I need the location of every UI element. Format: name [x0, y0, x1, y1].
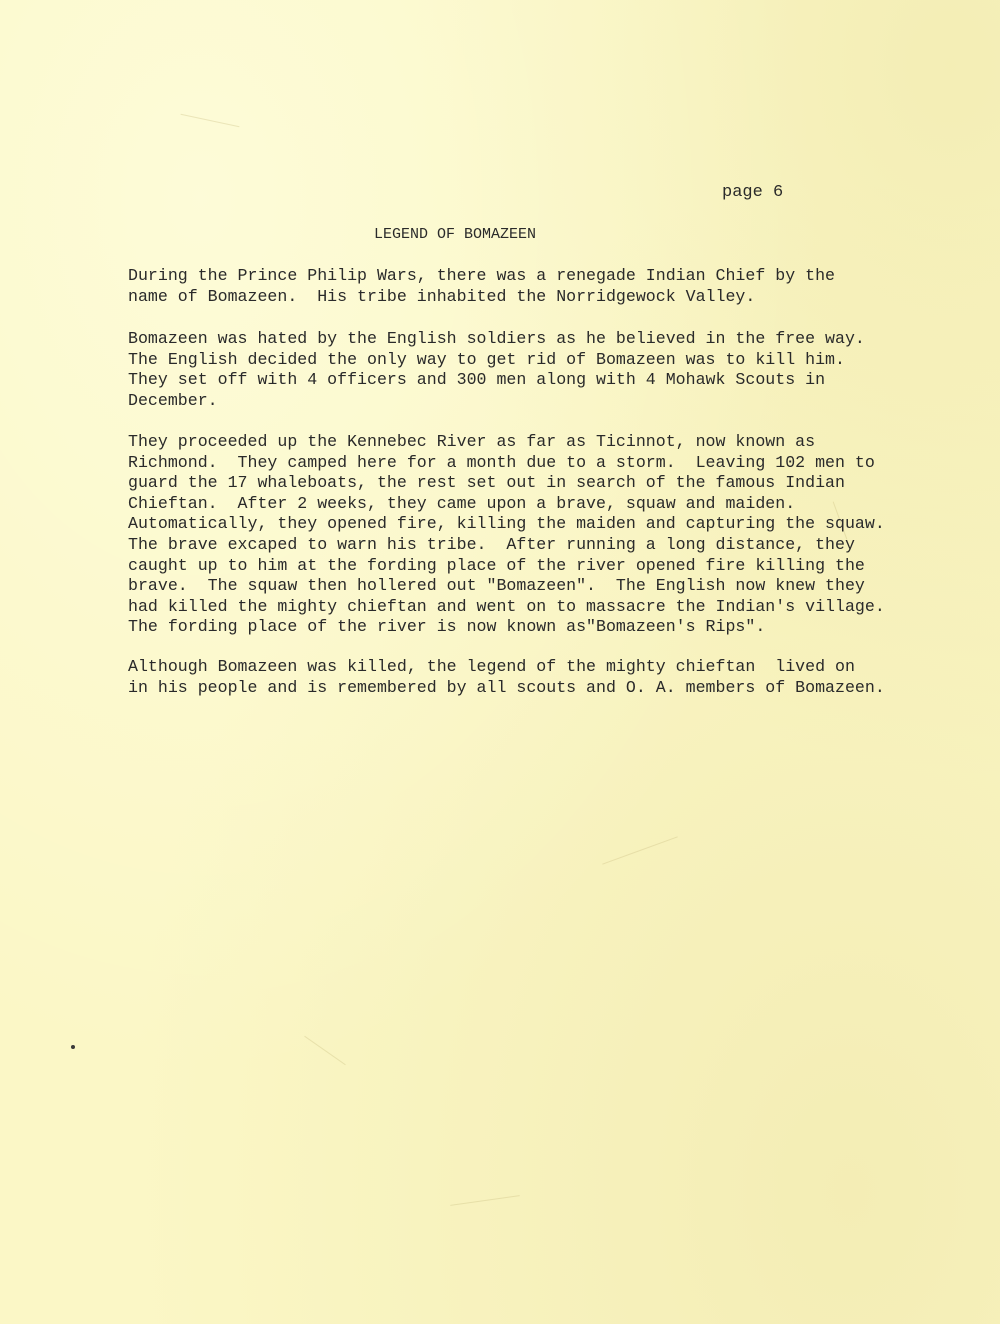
document-title: LEGEND OF BOMAZEEN [374, 226, 537, 243]
paragraph-1: During the Prince Philip Wars, there was a renegade Indian Chief by the name of Bomazeen. His tribe inhabited the Norridgewock Valley. [128, 266, 836, 306]
paper-fiber [181, 114, 240, 127]
ink-speck [71, 1045, 75, 1049]
paper-fiber [450, 1195, 519, 1206]
paper-fiber [602, 836, 678, 864]
paragraph-3: They proceeded up the Kennebec River as far as Ticinnot, now known as Richmond. They camped here for a month due to a storm. Leaving 102 men to guard the 17 whaleboats, the rest set out in search of the famous Indian Chieftan. After 2 weeks, they came upon a brave, squaw and maiden. Automatically, they opened fire, killing the maiden and capturing the squaw. The brave excaped to warn his tribe. After running a long distance, they caught up to him at the fording place of the river opened fire killing the brave. The squaw then hollered out "Bomazeen". The English now knew they had killed the mighty chieftan and went on to massacre the Indian's village. The fording place of the river is now known as"Bomazeen's Rips". [128, 432, 885, 637]
page-number: page 6 [722, 183, 784, 202]
paragraph-4: Although Bomazeen was killed, the legend of the mighty chieftan lived on in his people and is remembered by all scouts and O. A. members of Bomazeen. [128, 657, 885, 697]
paragraph-2: Bomazeen was hated by the English soldiers as he believed in the free way. The English decided the only way to get rid of Bomazeen was to kill him. They set off with 4 officers and 300 men along with 4 Mohawk Scouts in December. [128, 329, 865, 410]
paper-fiber [304, 1036, 346, 1065]
